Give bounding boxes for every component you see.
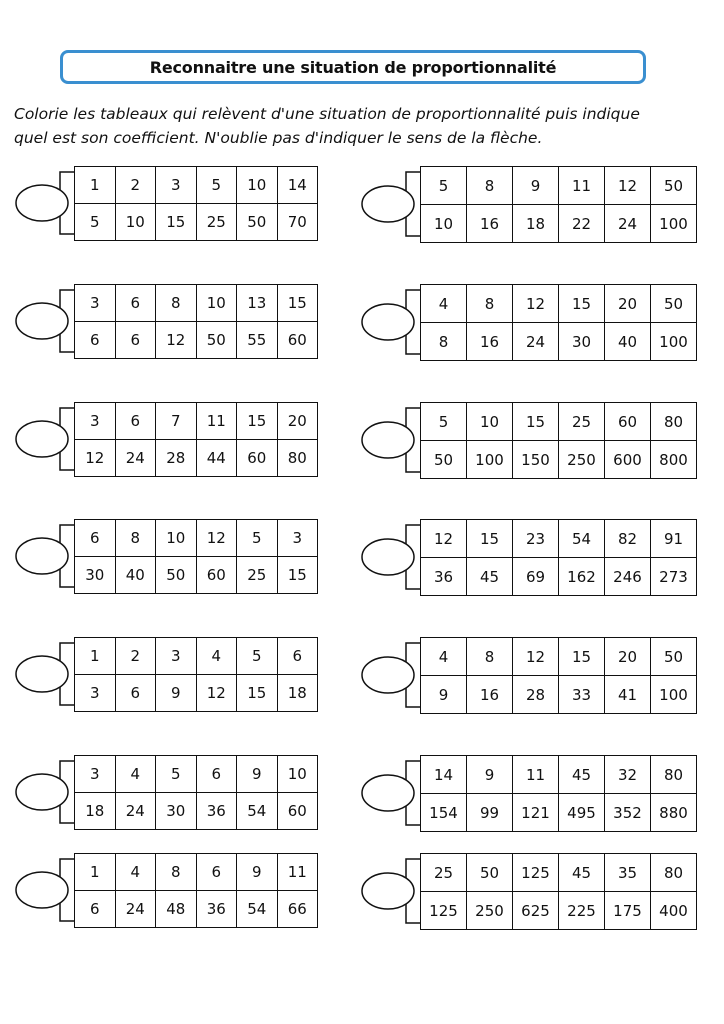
table-cell: 60 [277,322,318,359]
table-cell: 5 [237,638,278,675]
bottom-row [75,322,318,359]
bottom-row [421,558,697,596]
table-cell: 48 [156,891,197,928]
table-cell: 91 [651,520,697,558]
table-cell: 5 [421,167,467,205]
table-cell: 24 [115,440,156,477]
coefficient-oval[interactable] [16,872,68,908]
table-cell: 14 [277,167,318,204]
table-cell: 3 [75,403,116,440]
table-cell: 6 [115,403,156,440]
table-cell: 1 [75,638,116,675]
proportion-table[interactable] [74,637,318,712]
table-cell: 32 [605,756,651,794]
coefficient-oval[interactable] [362,539,414,575]
table-cell: 4 [421,638,467,676]
table-cell: 22 [559,205,605,243]
table-cell: 60 [237,440,278,477]
table-cell: 8 [421,323,467,361]
table-cell: 10 [156,520,197,557]
page-title: Reconnaitre une situation de proportionnalité [149,57,557,77]
table-cell: 60 [277,793,318,830]
table-cell: 41 [605,676,651,714]
table-cell: 15 [467,520,513,558]
table-cell: 6 [75,322,116,359]
table-cell: 6 [115,285,156,322]
coefficient-oval[interactable] [362,873,414,909]
table-cell: 8 [467,167,513,205]
table-cell: 80 [651,403,697,441]
table-cell: 45 [467,558,513,596]
table-cell: 25 [196,204,237,241]
table-cell: 121 [513,794,559,832]
table-cell: 100 [651,676,697,714]
table-cell: 55 [237,322,278,359]
table-cell: 4 [115,854,156,891]
table-cell: 80 [277,440,318,477]
table-cell: 82 [605,520,651,558]
table-cell: 8 [115,520,156,557]
table-cell: 600 [605,441,651,479]
table-cell: 20 [277,403,318,440]
coefficient-oval[interactable] [16,303,68,339]
bottom-row [421,892,697,930]
table-cell: 1 [75,167,116,204]
table-cell: 5 [156,756,197,793]
proportion-table[interactable] [420,284,697,361]
table-cell: 12 [156,322,197,359]
bottom-row [421,205,697,243]
table-cell: 6 [75,891,116,928]
coefficient-oval[interactable] [16,774,68,810]
top-row [421,520,697,558]
table-cell: 1 [75,854,116,891]
table-cell: 2 [115,167,156,204]
table-cell: 12 [196,675,237,712]
table-cell: 6 [75,520,116,557]
table-cell: 6 [196,854,237,891]
coefficient-oval[interactable] [16,421,68,457]
table-cell: 14 [421,756,467,794]
table-cell: 6 [115,675,156,712]
table-cell: 13 [237,285,278,322]
table-cell: 10 [277,756,318,793]
proportion-table[interactable] [74,519,318,594]
table-cell: 12 [513,638,559,676]
table-cell: 15 [237,403,278,440]
table-cell: 50 [651,638,697,676]
table-cell: 10 [196,285,237,322]
table-cell: 5 [237,520,278,557]
table-cell: 35 [605,854,651,892]
proportion-table[interactable] [74,853,318,928]
top-row [75,638,318,675]
coefficient-oval[interactable] [16,538,68,574]
table-cell: 60 [605,403,651,441]
table-cell: 10 [237,167,278,204]
coefficient-oval[interactable] [362,304,414,340]
table-cell: 23 [513,520,559,558]
table-cell: 9 [237,854,278,891]
table-cell: 30 [156,793,197,830]
table-cell: 54 [237,793,278,830]
top-row [421,854,697,892]
table-cell: 10 [421,205,467,243]
coefficient-oval[interactable] [362,422,414,458]
table-cell: 9 [421,676,467,714]
table-cell: 18 [277,675,318,712]
table-cell: 24 [115,793,156,830]
table-cell: 625 [513,892,559,930]
proportion-table[interactable] [420,637,697,714]
table-cell: 50 [237,204,278,241]
top-row [75,756,318,793]
table-cell: 50 [467,854,513,892]
table-cell: 125 [513,854,559,892]
bottom-row [421,794,697,832]
table-cell: 25 [421,854,467,892]
table-cell: 50 [156,557,197,594]
table-cell: 54 [237,891,278,928]
table-cell: 11 [277,854,318,891]
coefficient-oval[interactable] [362,775,414,811]
table-cell: 100 [651,323,697,361]
title-box [60,50,646,84]
table-cell: 24 [115,891,156,928]
table-cell: 100 [467,441,513,479]
table-cell: 15 [237,675,278,712]
proportion-table[interactable] [74,166,318,241]
table-cell: 28 [513,676,559,714]
table-cell: 25 [559,403,605,441]
table-cell: 7 [156,403,197,440]
table-cell: 44 [196,440,237,477]
table-cell: 9 [237,756,278,793]
table-cell: 16 [467,323,513,361]
table-cell: 6 [115,322,156,359]
table-cell: 45 [559,756,605,794]
table-cell: 12 [513,285,559,323]
table-cell: 30 [75,557,116,594]
table-cell: 40 [605,323,651,361]
proportion-table[interactable] [420,402,697,479]
table-cell: 80 [651,756,697,794]
table-cell: 8 [156,854,197,891]
table-cell: 6 [277,638,318,675]
top-row [75,167,318,204]
table-cell: 150 [513,441,559,479]
table-cell: 6 [196,756,237,793]
table-cell: 16 [467,676,513,714]
table-cell: 33 [559,676,605,714]
top-row [421,638,697,676]
table-cell: 12 [196,520,237,557]
table-cell: 24 [605,205,651,243]
table-cell: 3 [75,285,116,322]
table-cell: 60 [196,557,237,594]
table-cell: 9 [467,756,513,794]
table-cell: 15 [513,403,559,441]
table-cell: 5 [421,403,467,441]
table-cell: 3 [75,675,116,712]
table-cell: 11 [559,167,605,205]
table-cell: 800 [651,441,697,479]
table-cell: 880 [651,794,697,832]
top-row [75,403,318,440]
table-cell: 30 [559,323,605,361]
coefficient-oval[interactable] [16,185,68,221]
table-cell: 15 [156,204,197,241]
table-cell: 9 [156,675,197,712]
table-cell: 246 [605,558,651,596]
table-cell: 11 [513,756,559,794]
table-cell: 45 [559,854,605,892]
table-cell: 2 [115,638,156,675]
table-cell: 400 [651,892,697,930]
table-cell: 495 [559,794,605,832]
top-row [421,167,697,205]
table-cell: 99 [467,794,513,832]
table-cell: 16 [467,205,513,243]
table-cell: 12 [605,167,651,205]
top-row [421,403,697,441]
table-cell: 15 [559,285,605,323]
bottom-row [421,441,697,479]
table-cell: 28 [156,440,197,477]
table-cell: 154 [421,794,467,832]
proportion-table[interactable] [74,284,318,359]
instructions-line-2: quel est son coefficient. N'oublie pas d'indiquer le sens de la flèche. [14,129,543,147]
table-cell: 12 [421,520,467,558]
table-cell: 36 [421,558,467,596]
table-cell: 50 [651,285,697,323]
bottom-row [421,323,697,361]
table-cell: 125 [421,892,467,930]
table-cell: 250 [559,441,605,479]
table-cell: 50 [421,441,467,479]
table-cell: 225 [559,892,605,930]
table-cell: 20 [605,638,651,676]
table-cell: 36 [196,891,237,928]
table-cell: 3 [156,167,197,204]
table-cell: 15 [559,638,605,676]
proportion-table[interactable] [420,166,697,243]
table-cell: 50 [196,322,237,359]
table-cell: 8 [467,638,513,676]
table-cell: 24 [513,323,559,361]
top-row [75,285,318,322]
table-cell: 18 [513,205,559,243]
table-cell: 3 [277,520,318,557]
table-cell: 70 [277,204,318,241]
bottom-row [75,557,318,594]
table-cell: 40 [115,557,156,594]
bottom-row [75,793,318,830]
table-cell: 11 [196,403,237,440]
table-cell: 352 [605,794,651,832]
table-cell: 15 [277,285,318,322]
bottom-row [75,440,318,477]
table-cell: 5 [75,204,116,241]
table-cell: 50 [651,167,697,205]
table-cell: 15 [277,557,318,594]
table-cell: 4 [115,756,156,793]
bottom-row [75,891,318,928]
coefficient-oval[interactable] [362,186,414,222]
top-row [421,285,697,323]
table-cell: 3 [156,638,197,675]
table-cell: 18 [75,793,116,830]
coefficient-oval[interactable] [362,657,414,693]
table-cell: 8 [467,285,513,323]
table-cell: 20 [605,285,651,323]
proportion-table[interactable] [74,755,318,830]
instructions-line-1: Colorie les tableaux qui relèvent d'une situation de proportionnalité puis indique [14,105,640,123]
table-cell: 25 [237,557,278,594]
proportion-table[interactable] [420,519,697,596]
bottom-row [75,675,318,712]
top-row [75,854,318,891]
table-cell: 66 [277,891,318,928]
table-cell: 250 [467,892,513,930]
table-cell: 4 [421,285,467,323]
table-cell: 4 [196,638,237,675]
table-cell: 9 [513,167,559,205]
bottom-row [421,676,697,714]
table-cell: 273 [651,558,697,596]
bottom-row [75,204,318,241]
table-cell: 5 [196,167,237,204]
table-cell: 8 [156,285,197,322]
instructions [14,102,704,150]
proportion-table[interactable] [420,755,697,832]
table-cell: 36 [196,793,237,830]
proportion-table[interactable] [74,402,318,477]
table-cell: 3 [75,756,116,793]
table-cell: 12 [75,440,116,477]
table-cell: 54 [559,520,605,558]
table-cell: 10 [467,403,513,441]
table-cell: 162 [559,558,605,596]
top-row [75,520,318,557]
table-cell: 80 [651,854,697,892]
proportion-table[interactable] [420,853,697,930]
table-cell: 175 [605,892,651,930]
top-row [421,756,697,794]
table-cell: 100 [651,205,697,243]
table-cell: 10 [115,204,156,241]
table-cell: 69 [513,558,559,596]
coefficient-oval[interactable] [16,656,68,692]
